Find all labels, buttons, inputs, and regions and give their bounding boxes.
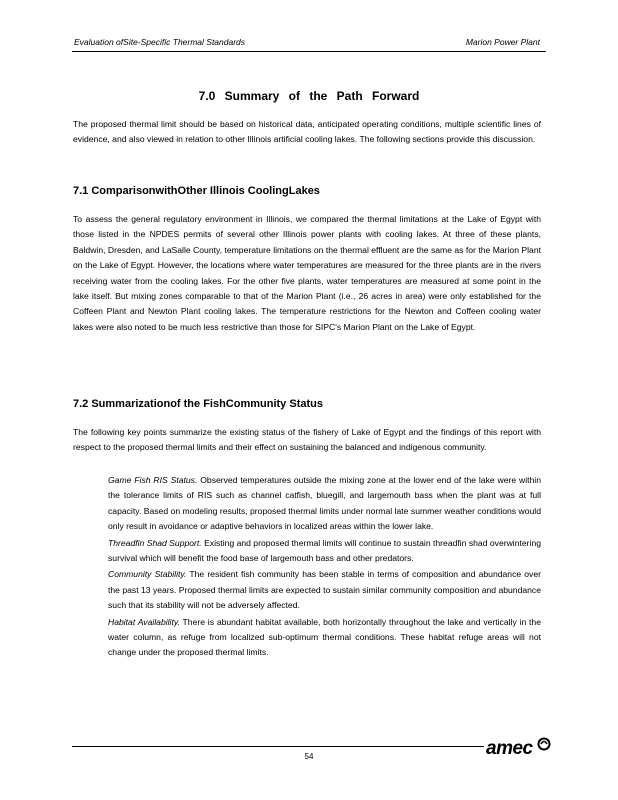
bullet-text: Existing and proposed thermal limits will continue to sustain threadfin shad overwintering survival which will benefit the food base of largemouth bass and other predators. (108, 537, 541, 564)
amec-logo (486, 738, 552, 762)
list-item (88, 536, 541, 567)
intro-paragraph: The proposed thermal limit should be based on historical data, anticipated operating conditions, multiple scientific lines of evidence, and also viewed in relation to other Illinois artificial cooling lakes. The following sections provide this discussion. (73, 119, 541, 145)
bullet-text: Observed temperatures outside the mixing zone at the lower end of the lake were within the tolerance limits of RIS such as channel catfish, bluegill, and largemouth bass when the plant was at full capacity. Based on modeling results, proposed thermal limits under normal late summer weather conditions would only result in avoidance or adaptive behaviors in localized areas within the lower lake. (108, 475, 541, 532)
bullet-text: The resident fish community has been stable in terms of composition and abundance over the past 13 years. Proposed thermal limits are expected to sustain similar community composition and abundance such that its stability will not be adversely affected. (108, 569, 541, 611)
header-plant-name: Marion Power Plant (465, 37, 540, 47)
section-7-1-heading: 7.1 ComparisonwithOther Illinois CoolingLakes (73, 185, 320, 197)
bullet-lead: Habitat Availability. (108, 616, 180, 627)
logo-swirl-icon (537, 737, 551, 751)
bullet-lead: Community Stability. (108, 569, 187, 580)
bullet-lead: Game Fish RIS Status. (108, 475, 198, 485)
footer-rule (72, 746, 484, 747)
header-document-title: Evaluation ofSite-Specific Thermal Standards (74, 37, 246, 47)
logo-wordmark: amec (486, 738, 533, 759)
running-header (74, 37, 540, 51)
bullet-lead: Threadfin Shad Support. (108, 537, 202, 548)
section-7-2-body: The following key points summarize the existing status of the fishery of Lake of Egypt and the findings of this report with respect to the proposed thermal limits and their effect on sustaining the balanced and indigenous community. (73, 427, 541, 453)
section-7-2-heading: 7.2 Summarizationof the FishCommunity Status (73, 398, 323, 410)
key-points-list (88, 473, 541, 662)
bullet-text: There is abundant habitat available, both horizontally throughout the lake and vertically in the water column, as refuge from localized sub-optimum thermal conditions. These habitat refuge areas will not change under the proposed thermal limits. (108, 616, 541, 658)
list-item (88, 615, 541, 661)
section-title: 7.0 Summary of the Path Forward (198, 89, 420, 103)
list-item (88, 473, 541, 535)
header-rule (72, 51, 546, 52)
list-item (88, 567, 541, 613)
page-number: 54 (304, 752, 314, 761)
section-7-1-body: To assess the general regulatory environment in Illinois, we compared the thermal limitations at the Lake of Egypt with those listed in the NPDES permits of several other Illinois power plants with cooling lakes. At three of these plants, Baldwin, Dresden, and LaSalle County, temperature limitations on the thermal effluent are the same as for the Marion Plant on the Lake of Egypt. However, the locations where water temperatures are measured for the three plants are in the rivers receiving water from the cooling lakes. For the other five plants, water temperatures are measured at some point in the lake itself. But mixing zones comparable to that of the Marion Plant (i.e., 26 acres in area) were only established for the Coffeen Plant and Newton Plant cooling lakes. The temperature restrictions for the Newton and Coffeen cooling water lakes were also noted to be much less restrictive than those for SIPC's Marion Plant on the Lake of Egypt. (73, 214, 541, 332)
